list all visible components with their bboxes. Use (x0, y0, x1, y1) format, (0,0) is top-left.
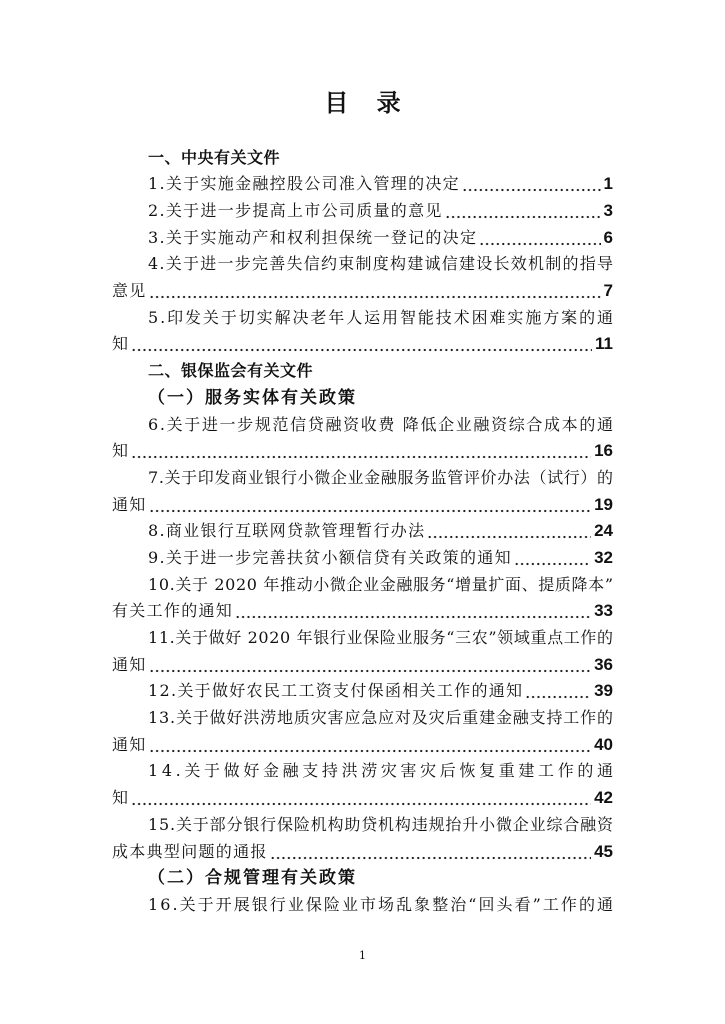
toc-entry-title: 5.印发关于切实解决老年人运用智能技术困难实施方案的通 (148, 307, 615, 327)
dot-leader (149, 278, 601, 305)
toc-page-number: 32 (594, 547, 613, 567)
toc-entry-7-continued (112, 492, 613, 519)
toc-entry-title: 4.关于进一步完善失信约束制度构建诚信建设长效机制的指导 (148, 254, 615, 274)
toc-page-number: 42 (594, 788, 613, 808)
dot-leader (445, 198, 601, 225)
toc-entry-title-continued: 通知 (112, 494, 147, 514)
toc-page-number: 36 (594, 654, 613, 674)
toc-entry-title-continued: 成本典型问题的通报 (112, 841, 268, 861)
toc-entry-title-continued: 知 (112, 788, 130, 808)
dot-leader (525, 678, 591, 705)
dot-leader (149, 732, 591, 759)
dot-leader (149, 652, 591, 679)
toc-entry-11 (112, 625, 613, 652)
table-of-contents (112, 145, 617, 919)
toc-entry-title-continued: 知 (112, 441, 130, 461)
section-heading: 一、中央有关文件 (148, 147, 281, 167)
toc-entry-title: 11.关于做好 2020 年银行业保险业服务“三农”领域重点工作的 (148, 628, 614, 648)
toc-entry-5-continued (112, 331, 613, 358)
toc-entry-11-continued (112, 652, 613, 679)
dot-leader (514, 545, 591, 572)
toc-entry-title-continued: 有关工作的通知 (112, 601, 234, 621)
toc-entry-title: 1.关于实施金融控股公司准入管理的决定 (148, 174, 460, 194)
toc-entry-10 (112, 572, 613, 599)
toc-entry-title: 8.商业银行互联网贷款管理暂行办法 (148, 521, 426, 541)
toc-entry-title: 12.关于做好农民工工资支付保函相关工作的通知 (148, 681, 524, 701)
subsection-heading: （一）服务实体有关政策 (148, 387, 357, 408)
toc-page-number: 33 (594, 601, 613, 621)
section-heading: 二、银保监会有关文件 (148, 361, 314, 381)
toc-entry-13 (112, 705, 613, 732)
toc-page-number: 24 (594, 521, 613, 541)
toc-page-number: 39 (594, 681, 613, 701)
toc-entry-15 (112, 812, 613, 839)
toc-entry-8 (112, 518, 613, 545)
dot-leader (270, 839, 591, 866)
toc-entry-4-continued (112, 278, 613, 305)
dot-leader (479, 225, 600, 252)
toc-entry-15-continued (112, 839, 613, 866)
toc-entry-1 (112, 171, 613, 198)
toc-entry-title: 7.关于印发商业银行小微企业金融服务监管评价办法（试行）的 (148, 467, 614, 487)
toc-page-number: 6 (603, 227, 613, 247)
toc-entry-7 (112, 465, 613, 492)
dot-leader (149, 492, 591, 519)
toc-entry-5 (112, 305, 613, 332)
dot-leader (131, 331, 592, 358)
toc-entry-2 (112, 198, 613, 225)
toc-page-number: 16 (594, 441, 613, 461)
toc-entry-title: 15.关于部分银行保险机构助贷机构违规抬升小微企业综合融资 (148, 814, 614, 834)
toc-entry-6 (112, 412, 613, 439)
toc-page-number: 3 (603, 201, 613, 221)
toc-entry-4 (112, 251, 613, 278)
toc-entry-title-continued: 通知 (112, 734, 147, 754)
toc-entry-title: 6.关于进一步规范信贷融资收费 降低企业融资综合成本的通 (148, 414, 615, 434)
toc-page-number: 11 (595, 334, 613, 354)
toc-entry-14 (112, 758, 617, 785)
toc-entry-3 (112, 225, 613, 252)
dot-leader (131, 438, 591, 465)
toc-page-number: 7 (603, 281, 613, 301)
page-number: 1 (359, 949, 366, 962)
dot-leader (427, 518, 591, 545)
toc-page-number: 1 (603, 174, 613, 194)
dot-leader (462, 171, 601, 198)
toc-entry-title: 10.关于 2020 年推动小微企业金融服务“增量扩面、提质降本” (148, 574, 614, 594)
dot-leader (131, 785, 591, 812)
toc-page-number: 19 (594, 494, 613, 514)
toc-entry-title: 16.关于开展银行业保险业市场乱象整治“回头看”工作的通 (148, 894, 616, 914)
toc-entry-title-continued: 意见 (112, 281, 147, 301)
page-title: 目 录 (324, 89, 411, 117)
toc-entry-title: 9.关于进一步完善扶贫小额信贷有关政策的通知 (148, 547, 512, 567)
toc-entry-16 (112, 892, 616, 919)
toc-entry-12 (112, 678, 613, 705)
toc-entry-9 (112, 545, 613, 572)
dot-leader (235, 598, 591, 625)
toc-entry-14-continued (112, 785, 613, 812)
toc-entry-13-continued (112, 732, 613, 759)
toc-entry-title-continued: 知 (112, 334, 130, 354)
toc-entry-6-continued (112, 438, 613, 465)
toc-entry-title-continued: 通知 (112, 654, 147, 674)
subsection-heading: （二）合规管理有关政策 (148, 868, 357, 889)
toc-page-number: 40 (594, 734, 613, 754)
toc-entry-10-continued (112, 598, 613, 625)
toc-page-number: 45 (594, 841, 613, 861)
toc-entry-title: 14.关于做好金融支持洪涝灾害灾后恢复重建工作的通 (148, 761, 617, 781)
toc-entry-title: 2.关于进一步提高上市公司质量的意见 (148, 201, 443, 221)
toc-entry-title: 13.关于做好洪涝地质灾害应急应对及灾后重建金融支持工作的 (148, 708, 614, 728)
toc-entry-title: 3.关于实施动产和权利担保统一登记的决定 (148, 227, 478, 247)
